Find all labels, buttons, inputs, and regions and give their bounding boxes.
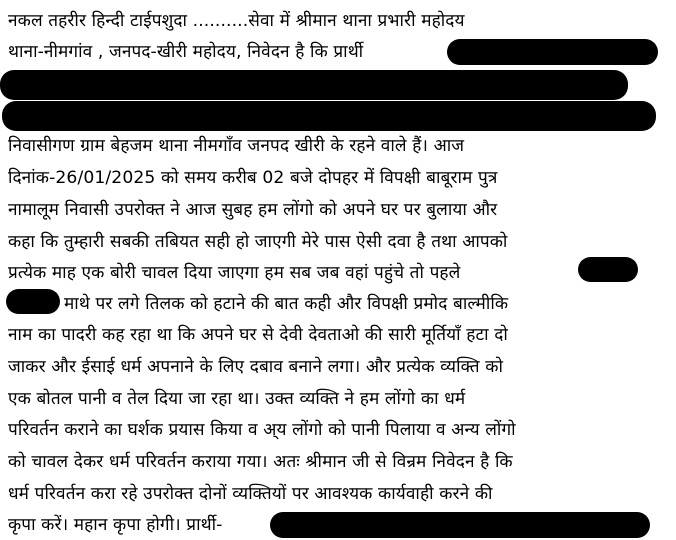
document-line-1: नकल तहरीर हिन्दी टाईपशुदा ..........सेवा में श्रीमान थाना प्रभारी महोदय bbox=[8, 11, 465, 31]
document-line-10: माथे पर लगे तिलक को हटाने की बात कही और विपक्षी प्रमोद बाल्मीकि bbox=[64, 294, 509, 314]
document-line-2: थाना-नीमगांव , जनपद-खीरी महोदय, निवेदन है कि प्रार्थी bbox=[8, 42, 364, 62]
document-line-7: नामालूम निवासी उपरोक्त ने आज सुबह हम लोंगो को अपने घर पर बुलाया और bbox=[8, 200, 498, 220]
redaction-bar bbox=[0, 70, 628, 100]
document-line-12: जाकर और ईसाई धर्म अपनाने के लिए दबाव बनाने लगा। और प्रत्येक व्यक्ति को bbox=[8, 357, 503, 377]
redaction-bar bbox=[270, 512, 650, 538]
redaction-bar bbox=[2, 101, 656, 131]
document-line-6: दिनांक-26/01/2025 को समय करीब 02 बजे दोपहर में विपक्षी बाबूराम पुत्र bbox=[8, 168, 498, 188]
document-line-13: एक बोतल पानी व तेल दिया जा रहा था। उक्त व्यक्ति ने हम लोंगो का धर्म bbox=[8, 389, 466, 409]
document-line-11: नाम का पादरी कह रहा था कि अपने घर से देवी देवताओ की सारी मूर्तियाँ हटा दो bbox=[8, 325, 508, 345]
document-line-16: धर्म परिवर्तन करा रहे उपरोक्त दोनों व्यक्तियों पर आवश्यक कार्यवाही करने की bbox=[8, 484, 493, 504]
document-line-9: प्रत्येक माह एक बोरी चावल दिया जाएगा हम सब जब वहां पहुंचे तो पहले bbox=[8, 263, 461, 283]
document-line-5: निवासीगण ग्राम बेहजम थाना नीमगाँव जनपद खीरी के रहने वाले हैं। आज bbox=[8, 136, 465, 156]
document-line-8: कहा कि तुम्हारी सबकी तबियत सही हो जाएगी मेरे पास ऐसी दवा है तथा आपको bbox=[8, 232, 508, 252]
document-line-15: को चावल देकर धर्म परिवर्तन कराया गया। अतः श्रीमान जी से विन्रम निवेदन है कि bbox=[8, 452, 513, 472]
redaction-bar bbox=[447, 39, 658, 65]
document-line-17: कृपा करें। महान कृपा होगी। प्रार्थी- bbox=[8, 515, 223, 535]
redaction-bar bbox=[6, 289, 60, 314]
document-line-14: परिवर्तन कराने का घर्शक प्रयास किया व अ्य लोंगो को पानी पिलाया व अन्य लोंगो bbox=[8, 420, 516, 440]
redaction-bar bbox=[578, 257, 638, 282]
